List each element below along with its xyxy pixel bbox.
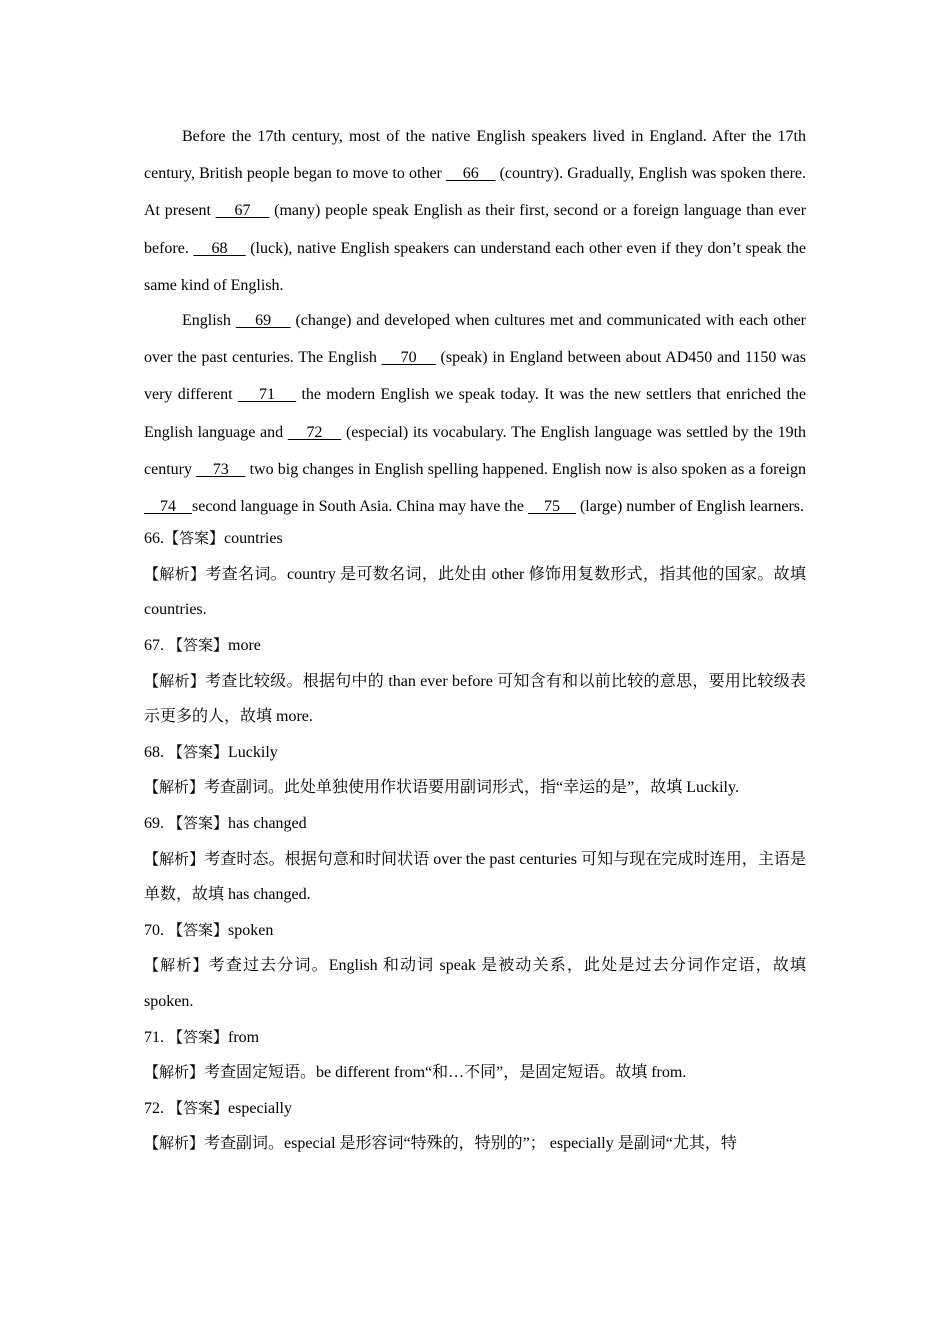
answer-blank: 68: [193, 239, 246, 257]
explanation-text: 考查时态。根据句意和时间状语 over the past centuries 可知与现在完成时连用，主语是单数，故填 has changed.: [144, 850, 806, 904]
passage-text: (country). Gradually, English was spoken there. At present: [144, 165, 806, 220]
document-page: [144, 118, 806, 1162]
answer-value: more: [228, 637, 261, 655]
explanation-line: [144, 664, 806, 735]
explanation-tag: 【解析】: [144, 956, 209, 975]
question-number: 70.: [144, 921, 168, 939]
passage-text: second language in South Asia. China may have the: [192, 498, 528, 516]
explanation-text: 考查固定短语。be different from“和…不同”，是固定短语。故填 from.: [204, 1064, 687, 1082]
explanation-text: 考查过去分词。English 和动词 speak 是被动关系，此处是过去分词作定语，故填 spoken.: [144, 957, 806, 1010]
answer-tag: 【答案】: [168, 813, 229, 832]
answer-line: [144, 1020, 806, 1056]
explanation-line: [144, 557, 806, 628]
answer-blank: 67: [215, 202, 270, 220]
answer-blank: 73: [196, 460, 246, 478]
question-number: 66.: [144, 530, 164, 548]
passage-text: (luck), native English speakers can understand each other even if they don’t speak the same kind of English.: [144, 239, 807, 294]
passage-paragraph-2: [144, 302, 806, 525]
answer-blank: 69: [235, 312, 291, 330]
answer-value: has changed: [228, 814, 307, 832]
answer-tag: 【答案】: [164, 529, 225, 548]
explanation-tag: 【解析】: [144, 778, 205, 797]
answer-tag: 【答案】: [168, 920, 229, 939]
passage-text: (large) number of English learners.: [575, 498, 805, 516]
answer-tag: 【答案】: [168, 1098, 229, 1117]
answer-line: [144, 735, 806, 771]
answer-blank: 74: [144, 498, 192, 516]
explanation-text: 考查副词。especial 是形容词“特殊的，特别的”； especially 是副词“尤其，特: [204, 1135, 737, 1153]
explanation-tag: 【解析】: [144, 671, 206, 690]
answer-line: [144, 913, 806, 949]
answer-line: [144, 628, 806, 664]
passage-text: (especial) its vocabulary. The English language was settled by the 19th century: [144, 423, 807, 478]
question-number: 72.: [144, 1099, 168, 1117]
question-number: 69.: [144, 814, 168, 832]
question-number: 68.: [144, 743, 168, 761]
passage-paragraph-1: [144, 118, 806, 304]
explanation-tag: 【解析】: [144, 1063, 205, 1082]
explanation-text: 考查副词。此处单独使用作状语要用副词形式，指“幸运的是”，故填 Luckily.: [204, 779, 739, 797]
explanation-line: [144, 770, 806, 806]
passage-text: (speak) in England between about AD450 and 1150 was very different: [144, 349, 806, 404]
explanation-line: [144, 842, 806, 913]
passage-text: (change) and developed when cultures met and communicated with each other over the past centuries. The English: [144, 312, 807, 367]
answer-tag: 【答案】: [168, 742, 229, 761]
explanation-tag: 【解析】: [144, 1134, 205, 1153]
answer-line: [144, 1091, 806, 1127]
answer-value: spoken: [228, 921, 274, 939]
passage-text: English: [182, 312, 236, 330]
explanation-line: [144, 1126, 806, 1162]
explanation-text: 考查比较级。根据句中的 than ever before 可知含有和以前比较的意思，要用比较级表示更多的人，故填 more.: [144, 672, 806, 726]
explanation-line: [144, 1055, 806, 1091]
answer-value: from: [228, 1028, 260, 1046]
answer-value: especially: [228, 1099, 292, 1117]
answer-blank: 71: [237, 386, 297, 404]
answer-blank: 70: [381, 349, 436, 367]
passage-text: two big changes in English spelling happened. English now is also spoken as a foreign: [245, 460, 806, 478]
explanation-tag: 【解析】: [144, 849, 205, 868]
passage-text: the modern English we speak today. It was the new settlers that enriched the English language and: [144, 386, 807, 441]
answer-line: [144, 806, 806, 842]
answer-line: [144, 521, 806, 557]
passage-text: (many) people speak English as their first, second or a foreign language than ever before.: [144, 202, 807, 257]
explanation-text: 考查名词。country 是可数名词，此处由 other 修饰用复数形式，指其他的国家。故填 countries.: [144, 565, 806, 619]
answer-blank: 72: [287, 423, 342, 441]
passage-text: Before the 17th century, most of the native English speakers lived in England. After the 17th century, British people began to move to other: [144, 128, 806, 183]
answer-tag: 【答案】: [168, 636, 229, 655]
answer-blank: 66: [446, 165, 496, 183]
answer-value: countries: [224, 530, 283, 548]
answer-section: [144, 521, 806, 1162]
answer-value: Luckily: [228, 743, 278, 761]
question-number: 71.: [144, 1028, 168, 1046]
explanation-tag: 【解析】: [144, 564, 206, 583]
explanation-line: [144, 948, 806, 1019]
answer-tag: 【答案】: [168, 1027, 229, 1046]
answer-blank: 75: [527, 498, 576, 516]
question-number: 67.: [144, 637, 168, 655]
